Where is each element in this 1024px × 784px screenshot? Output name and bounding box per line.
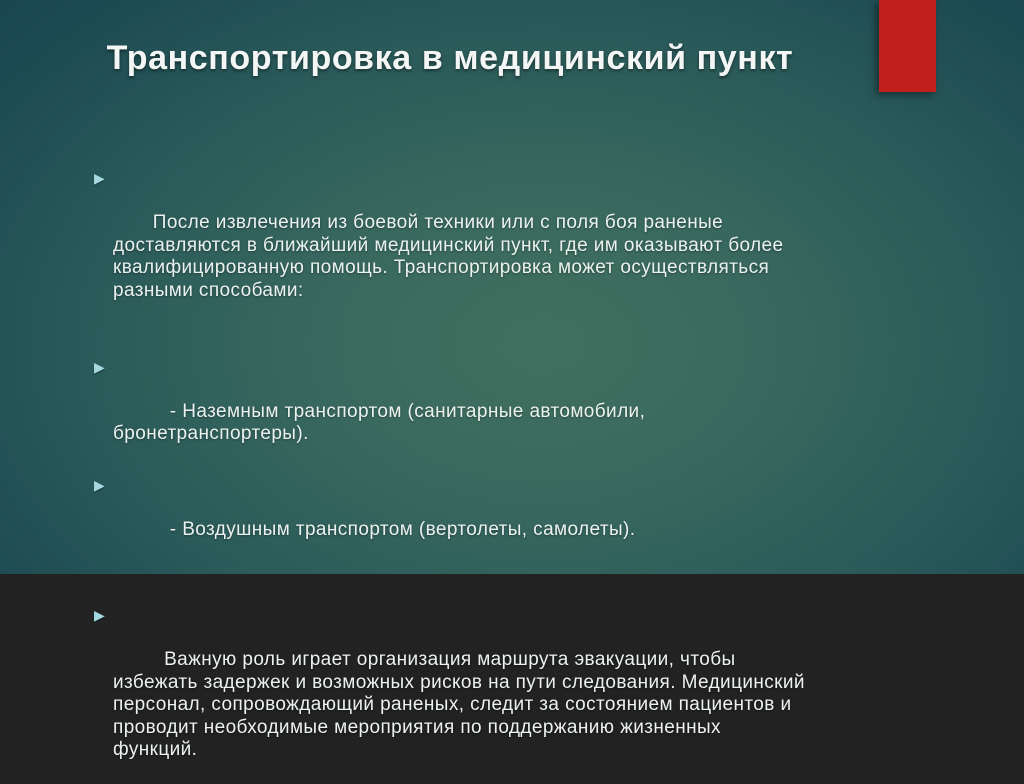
list-item bbox=[96, 167, 810, 325]
bullet-list bbox=[96, 167, 810, 784]
triangle-right-bullet-icon: ▶ bbox=[94, 477, 106, 493]
bullet-text: Важную роль играет организация маршрута эвакуации, чтобы избежать задержек и возможных рисков на пути следования. Медицинский персонал, сопровождающий раненых, следит за состоянием пациентов и проводит необходимые мероприятия по поддержанию жизненных функций. bbox=[113, 649, 811, 760]
bullet-text: После извлечения из боевой техники или с поля боя раненые доставляются в ближайший медицинский пункт, где им оказывают более квалифицированную помощь. Транспортировка может осуществляться разными способами: bbox=[113, 212, 790, 301]
slide-title: Транспортировка в медицинский пункт bbox=[106, 39, 794, 77]
triangle-right-bullet-icon: ▶ bbox=[94, 170, 106, 186]
bullet-text: - Наземным транспортом (санитарные автомобили, бронетранспортеры). bbox=[113, 400, 651, 444]
bullet-text: - Воздушным транспортом (вертолеты, самолеты). bbox=[147, 519, 636, 540]
triangle-right-bullet-icon: ▶ bbox=[94, 358, 106, 375]
triangle-right-bullet-icon: ▶ bbox=[94, 607, 106, 623]
list-item bbox=[96, 474, 810, 564]
list-item bbox=[96, 356, 810, 469]
red-accent-bar bbox=[879, 0, 936, 92]
list-item bbox=[96, 604, 810, 784]
